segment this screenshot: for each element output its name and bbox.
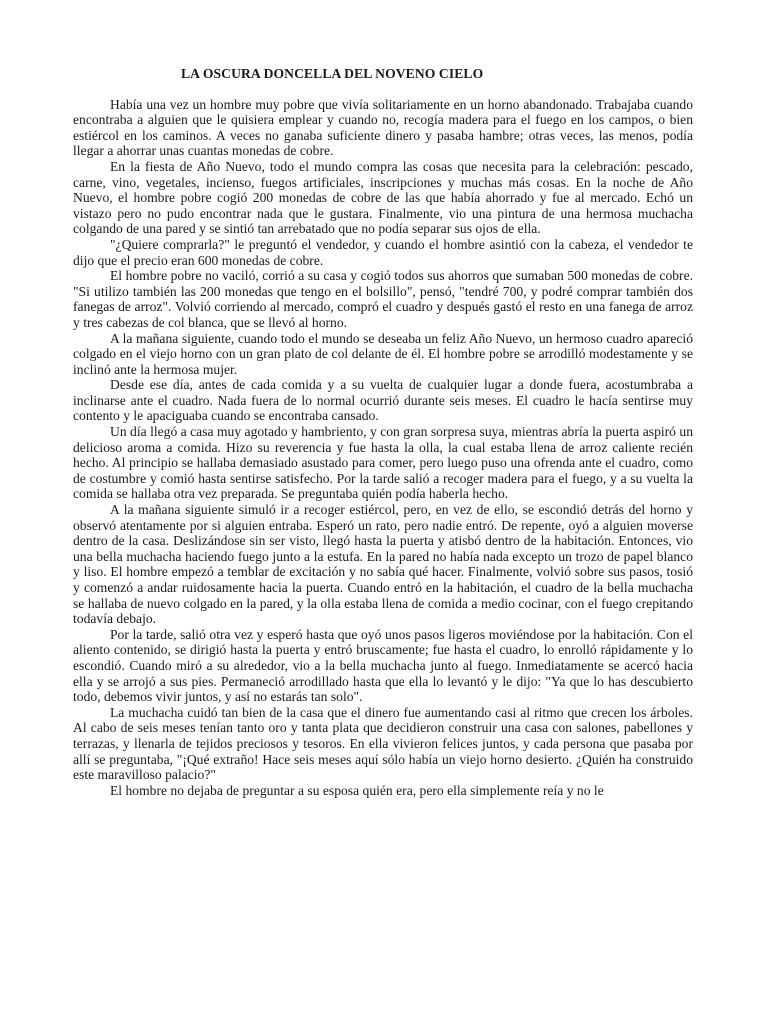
paragraph-4: El hombre pobre no vaciló, corrió a su casa y cogió todos sus ahorros que sumaban 500 monedas de cobre. "Si utilizo también las 200 monedas que tengo en el bolsillo", pensó, "tendré 700, y podré comprar también dos fanegas de arroz". Volvió corriendo al mercado, compró el cuadro y después gastó el resto en una fanega de arroz y tres cabezas de col blanca, que se llevó al horno.	[73, 268, 693, 330]
paragraph-5: A la mañana siguiente, cuando todo el mundo se deseaba un feliz Año Nuevo, un hermoso cuadro apareció colgado en el viejo horno con un gran plato de col delante de él. El hombre pobre se arrodilló modestamente y se inclinó ante la hermosa mujer.	[73, 330, 693, 377]
document-page	[73, 66, 693, 798]
story-title: LA OSCURA DONCELLA DEL NOVENO CIELO	[181, 66, 484, 81]
paragraph-2: En la fiesta de Año Nuevo, todo el mundo compra las cosas que necesita para la celebración: pescado, carne, vino, vegetales, incienso, fuegos artificiales, inscripciones y muchas más cosas. En la noche de Año Nuevo, el hombre pobre cogió 200 monedas de cobre de las que había ahorrado y fue al mercado. Echó un vistazo pero no pudo encontrar nada que le gustara. Finalmente, vio una pintura de una hermosa muchacha colgando de una pared y se sintió tan arrebatado que no podía separar sus ojos de ella.	[73, 158, 693, 237]
paragraph-10: La muchacha cuidó tan bien de la casa que el dinero fue aumentando casi al ritmo que crecen los árboles. Al cabo de seis meses tenían tanto oro y tanta plata que decidieron construir una casa con salones, pabellones y terrazas, y llenarla de tejidos preciosos y tesoros. En ella vivieron felices juntos, y cada persona que pasaba por allí se preguntaba, "¡Qué extraño! Hace seis meses aquí sólo había un viejo horno desierto. ¿Quién ha construido este maravilloso palacio?"	[73, 704, 693, 783]
paragraph-1: Había una vez un hombre muy pobre que vivía solitariamente en un horno abandonado. Trabajaba cuando encontraba a alguien que le quisiera emplear y cuando no, recogía madera para el fuego en los campos, o bien estiércol en los caminos. A veces no ganaba suficiente dinero y pasaba hambre; otras veces, las menos, podía llegar a ahorrar unas cuantas monedas de cobre.	[73, 96, 693, 159]
paragraph-11: El hombre no dejaba de preguntar a su esposa quién era, pero ella simplemente reía y no le	[110, 782, 604, 798]
paragraph-3: "¿Quiere comprarla?" le preguntó el vendedor, y cuando el hombre asintió con la cabeza, el vendedor te dijo que el precio eran 600 monedas de cobre.	[73, 236, 693, 268]
paragraph-7: Un día llegó a casa muy agotado y hambriento, y con gran sorpresa suya, mientras abría la puerta aspiró un delicioso aroma a comida. Hizo su reverencia y fue hasta la olla, la cual estaba llena de arroz caliente recién hecho. Al principio se hallaba demasiado asustado para comer, pero luego puso una ofrenda ante el cuadro, como de costumbre y comió hasta sentirse satisfecho. Por la tarde salió a recoger madera para el fuego, y a su vuelta la comida se hallaba otra vez preparada. Se preguntaba quién podía haberla hecho.	[73, 424, 693, 502]
paragraph-8: A la mañana siguiente simuló ir a recoger estiércol, pero, en vez de ello, se escondió detrás del horno y observó atentamente por si alguien entraba. Esperó un rato, pero nadie entró. De repente, oyó a alguien moverse dentro de la casa. Deslizándose sin ser visto, llegó hasta la puerta y atisbó dentro de la habitación. Entonces, vio una bella muchacha haciendo fuego junto a la estufa. En la pared no había nada excepto un trozo de papel blanco y liso. El hombre empezó a temblar de excitación y no sabía qué hacer. Finalmente, volvió sobre sus pasos, tosió y comenzó a andar ruidosamente hacia la puerta. Cuando entró en la habitación, el cuadro de la bella muchacha se hallaba de nuevo colgado en la pared, y la olla estaba llena de comida a medio cocinar, con el fuego crepitando todavía debajo.	[73, 502, 693, 627]
paragraph-9: Por la tarde, salió otra vez y esperó hasta que oyó unos pasos ligeros moviéndose por la habitación. Con el aliento contenido, se dirigió hasta la puerta y entró bruscamente; fue hasta el cuadro, lo enrolló rápidamente y lo escondió. Cuando miró a su alrededor, vio a la bella muchacha junto al fuego. Inmediatamente se acercó hacia ella y se arrojó a sus pies. Permaneció arrodillado hasta que ella lo levantó y le dijo: "Ya que lo has descubierto todo, debemos vivir juntos, y así no estarás tan solo".	[73, 626, 693, 705]
paragraph-6: Desde ese día, antes de cada comida y a su vuelta de cualquier lugar a donde fuera, acostumbraba a inclinarse ante el cuadro. Nada fuera de lo normal ocurrió durante seis meses. El cuadro le hacía sentirse muy contento y le apaciguaba cuando se encontraba cansado.	[73, 377, 693, 424]
